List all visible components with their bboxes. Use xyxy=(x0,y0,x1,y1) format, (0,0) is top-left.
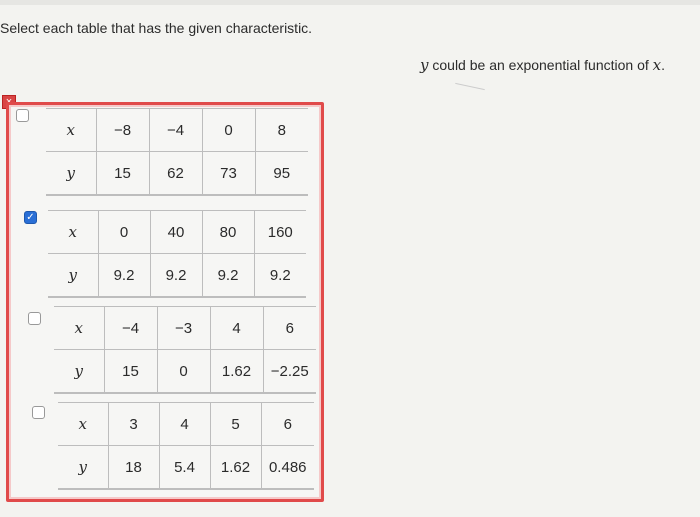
table-cell: −4 xyxy=(149,109,202,152)
table-cell: 9.2 xyxy=(98,254,150,298)
table-cell: 4 xyxy=(159,403,210,446)
table-cell: 62 xyxy=(149,152,202,196)
table-3 xyxy=(54,306,316,394)
y-label: y xyxy=(58,446,108,490)
table-cell: 160 xyxy=(254,211,306,254)
table-cell: 15 xyxy=(96,152,149,196)
y-label: y xyxy=(54,350,104,394)
table-cell: 1.62 xyxy=(210,446,261,490)
characteristic-text: could be an exponential function of xyxy=(432,57,649,73)
table-4 xyxy=(58,402,314,490)
table-row xyxy=(48,211,306,254)
table-cell: 6 xyxy=(261,403,314,446)
table-cell: 9.2 xyxy=(150,254,202,298)
table-cell: 73 xyxy=(202,152,255,196)
var-x: x xyxy=(652,56,662,74)
x-label: x xyxy=(54,307,104,350)
table-cell: 8 xyxy=(255,109,308,152)
table-cell: 40 xyxy=(150,211,202,254)
top-bar xyxy=(0,0,700,5)
y-label: y xyxy=(48,254,98,298)
table-2-checkbox[interactable] xyxy=(24,211,37,224)
table-cell: 9.2 xyxy=(202,254,254,298)
table-cell: −4 xyxy=(104,307,157,350)
table-cell: 6 xyxy=(263,307,316,350)
question-prompt: Select each table that has the given characteristic. xyxy=(0,20,313,36)
table-row xyxy=(58,403,314,446)
table-cell: 0.486 xyxy=(261,446,314,490)
table-cell: 5.4 xyxy=(159,446,210,490)
table-cell: 1.62 xyxy=(210,350,263,394)
table-cell: 0 xyxy=(98,211,150,254)
table-row xyxy=(58,446,314,490)
table-cell: 5 xyxy=(210,403,261,446)
table-4-checkbox[interactable] xyxy=(32,406,45,419)
table-cell: 3 xyxy=(108,403,159,446)
table-cell: 18 xyxy=(108,446,159,490)
var-y: y xyxy=(420,56,429,74)
table-cell: 0 xyxy=(157,350,210,394)
pencil-mark xyxy=(455,83,485,90)
table-row xyxy=(54,350,316,394)
table-cell: 15 xyxy=(104,350,157,394)
table-row xyxy=(46,152,308,196)
check-icon: ✓ xyxy=(26,212,35,223)
table-cell: −3 xyxy=(157,307,210,350)
table-cell: −8 xyxy=(96,109,149,152)
table-row xyxy=(48,254,306,298)
table-cell: 4 xyxy=(210,307,263,350)
table-row xyxy=(46,109,308,152)
table-cell: 80 xyxy=(202,211,254,254)
x-label: x xyxy=(46,109,96,152)
table-2 xyxy=(48,210,306,298)
table-cell: 9.2 xyxy=(254,254,306,298)
table-1 xyxy=(46,108,308,196)
table-cell: 0 xyxy=(202,109,255,152)
table-cell: 95 xyxy=(255,152,308,196)
characteristic-statement xyxy=(420,56,665,74)
x-label: x xyxy=(58,403,108,446)
table-1-checkbox[interactable] xyxy=(16,109,29,122)
x-label: x xyxy=(48,211,98,254)
table-row xyxy=(54,307,316,350)
y-label: y xyxy=(46,152,96,196)
characteristic-end: . xyxy=(661,57,666,73)
table-3-checkbox[interactable] xyxy=(28,312,41,325)
table-cell: −2.25 xyxy=(263,350,316,394)
